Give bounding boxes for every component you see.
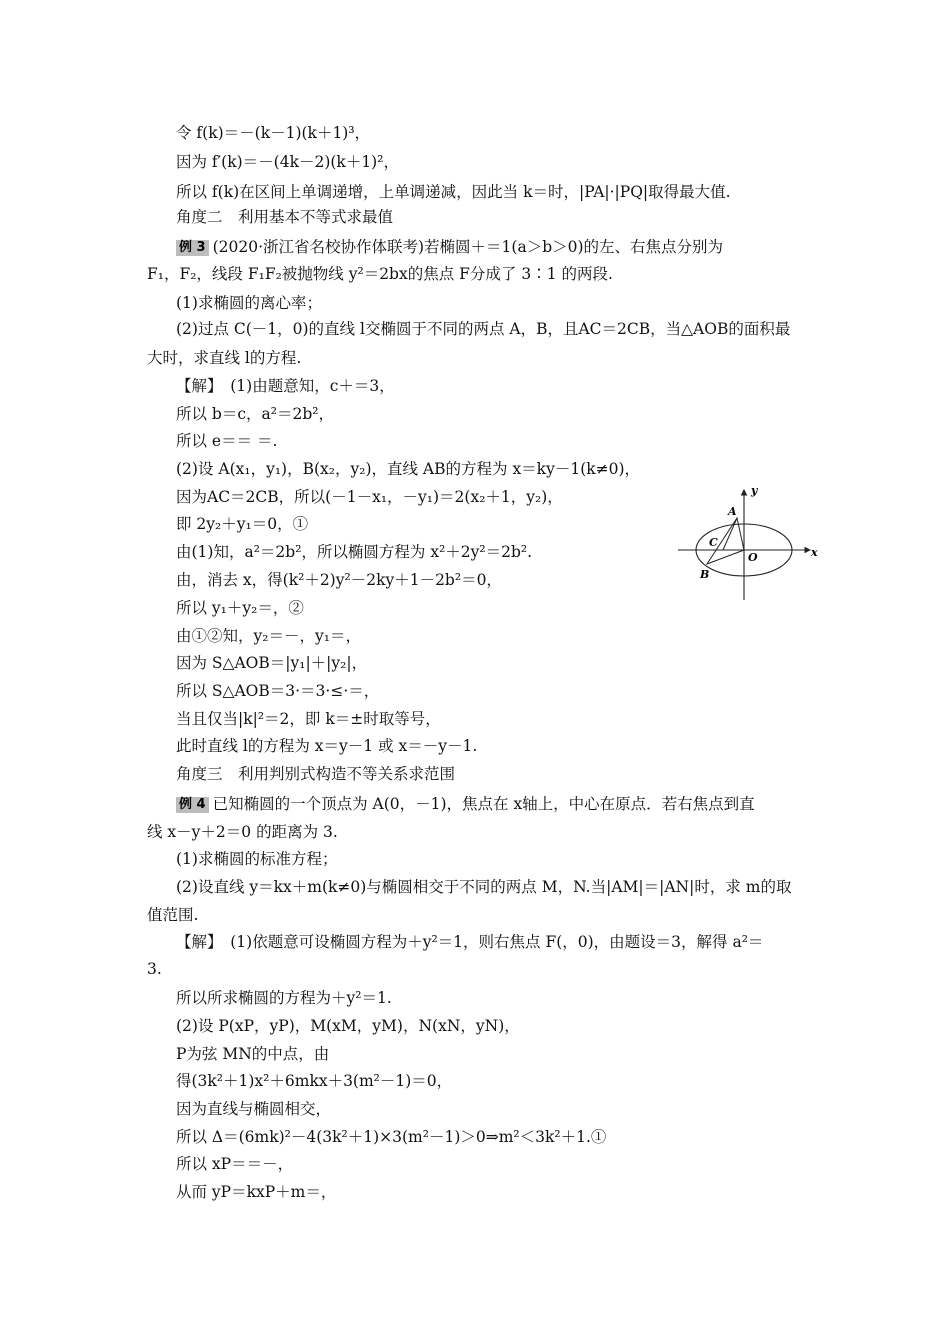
text-line: 从而 yP＝kxP＋m＝， xyxy=(176,1183,337,1201)
text-line: 线 x－y＋2＝0 的距离为 3. xyxy=(147,823,338,841)
text-line: P为弦 MN的中点，由 xyxy=(176,1045,330,1063)
text-line: 大时，求直线 l的方程. xyxy=(147,349,302,367)
text-line: 当且仅当|k|²＝2，即 k＝±时取等号， xyxy=(176,710,441,728)
text-line: (2)设 A(x₁，y₁)，B(x₂，y₂)，直线 AB的方程为 x＝ky－1(k≠0)， xyxy=(176,460,641,478)
label-a: A xyxy=(728,505,737,518)
label-o: O xyxy=(748,551,758,564)
text-line: 所以 Δ＝(6mk)²－4(3k²＋1)×3(m²－1)＞0⇒m²＜3k²＋1.① xyxy=(176,1128,607,1146)
text-line: 即 2y₂＋y₁＝0，① xyxy=(176,515,309,533)
example-tag: 例 4 xyxy=(176,797,209,813)
text-line: (2)过点 C(－1，0)的直线 l交椭圆于不同的两点 A，B，且AC＝2CB，当△AOB的面积最 xyxy=(176,320,791,338)
example-heading xyxy=(176,793,755,815)
text-line: 3. xyxy=(147,960,162,978)
text-line: (1)求椭圆的标准方程； xyxy=(176,850,338,868)
solution-line: 【解】 (1)由题意知，c＋＝3， xyxy=(176,377,395,395)
solution-line: 【解】 (1)依题意可设椭圆方程为＋y²＝1，则右焦点 F(，0)，由题设＝3，解得 a²＝ xyxy=(176,933,764,951)
text-line: 由①②知，y₂＝－，y₁＝， xyxy=(176,627,361,645)
text-line: 所以 e＝＝ ＝. xyxy=(176,432,278,450)
text-line: 所以 xP＝＝－， xyxy=(176,1155,294,1173)
text-line: (2)设 P(xP，yP)，M(xM，yM)，N(xN，yN)， xyxy=(176,1017,520,1035)
text-line: 已知椭圆的一个顶点为 A(0，－1)，焦点在 x轴上，中心在原点．若右焦点到直 xyxy=(212,795,755,813)
ellipse-figure xyxy=(676,486,820,602)
text-line: 所以 y₁＋y₂＝，② xyxy=(176,599,304,617)
example-tag: 例 3 xyxy=(176,240,209,256)
text-line: F₁，F₂，线段 F₁F₂被抛物线 y²＝2bx的焦点 F分成了 3∶1 的两段. xyxy=(147,265,613,283)
label-y: y xyxy=(751,486,758,497)
text-line: 所以 b＝c，a²＝2b²， xyxy=(176,405,334,423)
example-heading xyxy=(176,236,723,258)
section-heading: 角度二 利用基本不等式求最值 xyxy=(176,208,394,226)
label-c: C xyxy=(709,536,718,549)
text-line: (2020·浙江省名校协作体联考)若椭圆＋＝1(a＞b＞0)的左、右焦点分别为 xyxy=(212,238,724,256)
text-line: 因为 f′(k)＝－(4k－2)(k＋1)²， xyxy=(176,153,399,171)
text-line: 所以所求椭圆的方程为＋y²＝1. xyxy=(176,989,392,1007)
label-b: B xyxy=(700,568,710,581)
section-heading: 角度三 利用判别式构造不等关系求范围 xyxy=(176,765,456,783)
text-line: 由(1)知，a²＝2b²，所以椭圆方程为 x²＋2y²＝2b². xyxy=(176,543,533,561)
text-line: 得(3k²＋1)x²＋6mkx＋3(m²－1)＝0， xyxy=(176,1072,453,1090)
text-line: 此时直线 l的方程为 x＝y－1 或 x＝－y－1. xyxy=(176,737,478,755)
text-line: 值范围. xyxy=(147,906,199,924)
chord-ab xyxy=(723,518,737,550)
label-x: x xyxy=(811,546,818,559)
text-line: 所以 f(k)在区间上单调递增，上单调递减，因此当 k＝时，|PA|·|PQ|取得最大值. xyxy=(176,183,731,201)
text-line: 因为直线与椭圆相交， xyxy=(176,1100,332,1118)
text-line: (2)设直线 y＝kx＋m(k≠0)与椭圆相交于不同的两点 M，N.当|AM|＝|AN|时，求 m的取 xyxy=(176,878,792,896)
text-line: 令 f(k)＝－(k－1)(k＋1)³， xyxy=(176,124,371,142)
text-line: 所以 S△AOB＝3·＝3·≤·＝， xyxy=(176,682,380,700)
text-line: 因为AC＝2CB，所以(－1－x₁，－y₁)＝2(x₂＋1，y₂)， xyxy=(176,488,563,506)
text-line: 由，消去 x，得(k²＋2)y²－2ky＋1－2b²＝0， xyxy=(176,571,502,589)
text-line: (1)求椭圆的离心率； xyxy=(176,294,322,312)
text-line: 因为 S△AOB＝|y₁|＋|y₂|， xyxy=(176,654,368,672)
